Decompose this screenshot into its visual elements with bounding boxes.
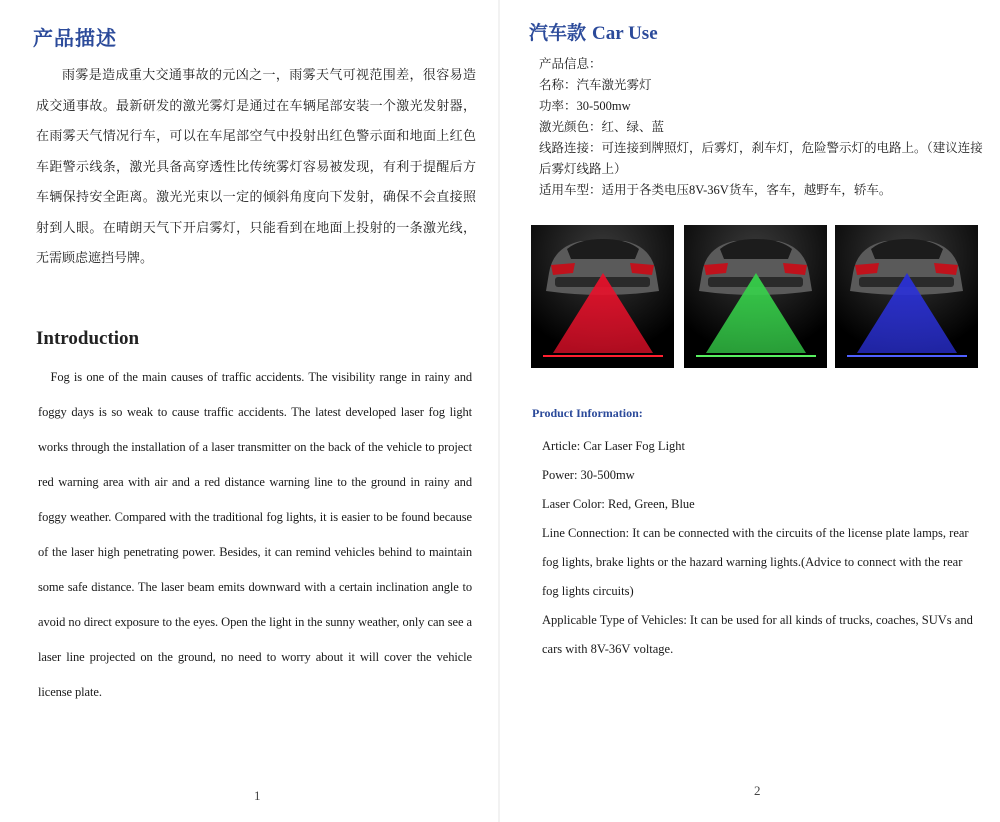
zh-section-heading: 产品描述	[33, 28, 117, 50]
zh-info-line: 激光颜色：红、绿、蓝	[539, 120, 665, 134]
car-use-title-zh: 汽车款	[529, 23, 587, 44]
zh-info-line: 名称：汽车激光雾灯	[539, 78, 652, 92]
zh-info-line: 功率：30-500mw	[539, 99, 631, 113]
zh-description-paragraph: 雨雾是造成重大交通事故的元凶之一，雨雾天气可视范围差，很容易造成交通事故。最新研发的激光雾灯是通过在车辆尾部安装一个激光发射器，在雨雾天气情况行车，可以在车尾部空气中投射出红色警示面和地面上红色车距警示线条，激光具备高穿透性比传统雾灯容易被发现，有利于提醒后方车辆保持安全距离。激光光束以一定的倾斜角度向下发射，确保不会直接照射到人眼。在晴朗天气下开启雾灯，只能看到在地面上投射的一条激光线，无需顾虑遮挡号牌。	[36, 67, 476, 265]
right-page	[500, 0, 1000, 822]
laser-car-illustration	[684, 225, 827, 368]
zh-info-line: 线路连接：可连接到牌照灯，后雾灯，刹车灯，危险警示灯的电路上。（建议连接后雾灯线路上）	[539, 141, 983, 176]
introduction-paragraph: Fog is one of the main causes of traffic accidents. The visibility range in rainy and foggy days is so weak to cause traffic accidents. The latest developed laser fog light works through the installation of a laser transmitter on the back of the vehicle to project red warning area with air and a red distance warning line to the ground in rainy and foggy weather. Compared with the traditional fog lights, it is easier to be found because of the laser high penetrating power. Besides, it can remind vehicles behind to maintain some safe distance. The laser beam emits downward with a certain inclination angle to avoid no direct exposure to the eyes. Open the light in the sunny weather, only can see a laser line projected on the ground, no need to worry about it will cover the vehicle license plate.	[38, 370, 472, 699]
page-number-right: 2	[754, 783, 761, 798]
zh-info-line: 适用车型：适用于各类电压8V-36V货车，客车，越野车，轿车。	[539, 183, 892, 197]
red-laser-car-photo	[531, 225, 674, 368]
product-info-item: Laser Color: Red, Green, Blue	[542, 497, 695, 511]
introduction-heading: Introduction	[36, 328, 140, 349]
product-information-list	[542, 432, 982, 664]
laser-car-illustration	[531, 225, 674, 368]
product-information-heading: Product Information:	[532, 406, 643, 420]
zh-product-info	[539, 54, 994, 201]
blue-laser-car-photo	[835, 225, 978, 368]
zh-info-line: 产品信息：	[539, 57, 602, 71]
page-number-left: 1	[254, 788, 261, 803]
car-use-title-en: Car Use	[592, 23, 658, 44]
car-use-title	[529, 18, 658, 45]
green-laser-car-photo	[684, 225, 827, 368]
laser-photo-row	[531, 225, 991, 368]
product-info-item: Line Connection: It can be connected with the circuits of the license plate lamps, rear fog lights, brake lights or the hazard warning lights.(Advice to connect with the rear fog lights circuits)	[542, 526, 969, 598]
product-info-item: Article: Car Laser Fog Light	[542, 439, 686, 453]
laser-car-illustration	[835, 225, 978, 368]
product-info-item: Power: 30-500mw	[542, 468, 635, 482]
product-info-item: Applicable Type of Vehicles: It can be used for all kinds of trucks, coaches, SUVs and cars with 8V-36V voltage.	[542, 613, 973, 656]
